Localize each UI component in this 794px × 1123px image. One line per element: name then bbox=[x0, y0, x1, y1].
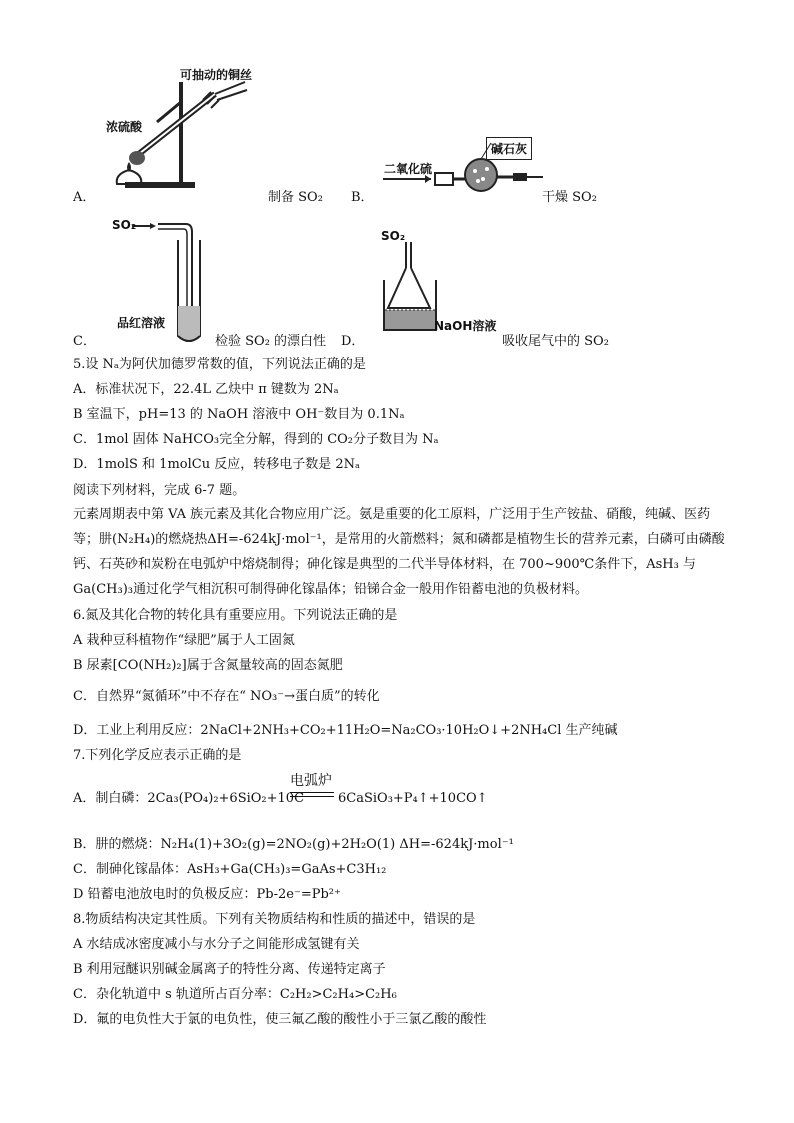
q8-option-b: B 利用冠醚识别碱金属离子的特性分离、传递特定离子 bbox=[73, 962, 386, 977]
q5-stem: 5.设 Nₐ为阿伏加德罗常数的值，下列说法正确的是 bbox=[73, 357, 366, 372]
q7-option-c: C．制砷化镓晶体：AsH₃+Ga(CH₃)₃=GaAs+C3H₁₂ bbox=[73, 862, 387, 877]
option-b-letter: B． bbox=[351, 190, 374, 205]
reading-intro: 阅读下列材料，完成 6-7 题。 bbox=[73, 483, 246, 498]
label-d-so2: SO₂ bbox=[381, 229, 406, 243]
option-c-caption: 检验 SO₂ 的漂白性 bbox=[215, 334, 327, 349]
label-copper-wire: 可抽动的铜丝 bbox=[180, 68, 253, 82]
q6-option-c: C．自然界“氮循环”中不存在“ NO₃⁻→蛋白质”的转化 bbox=[73, 689, 380, 704]
q5-option-c: C．1mol 固体 NaHCO₃完全分解，得到的 CO₂分子数目为 Nₐ bbox=[73, 432, 439, 447]
q6-option-a: A 栽种豆科植物作“绿肥”属于人工固氮 bbox=[73, 633, 295, 648]
option-b-caption: 干燥 SO₂ bbox=[542, 190, 597, 205]
label-c-so2: SO₂ bbox=[112, 218, 137, 232]
option-a-letter: A． bbox=[73, 190, 96, 205]
q7-option-d: D 铅蓄电池放电时的负极反应：Pb-2e⁻=Pb²⁺ bbox=[73, 887, 341, 902]
q7-equals-bar-2 bbox=[290, 796, 334, 797]
q8-option-a: A 水结成冰密度减小与水分子之间能形成氢键有关 bbox=[73, 937, 360, 952]
q5-option-d: D．1molS 和 1molCu 反应，转移电子数是 2Nₐ bbox=[73, 457, 361, 472]
q6-option-d: D．工业上利用反应：2NaCl+2NH₃+CO₂+11H₂O=Na₂CO₃·10H₂O↓+2NH₄Cl 生产纯碱 bbox=[73, 723, 618, 738]
q7-equals-bar bbox=[290, 792, 334, 793]
option-d-caption: 吸收尾气中的 SO₂ bbox=[502, 334, 609, 349]
q5-option-b: B 室温下，pH=13 的 NaOH 溶液中 OH⁻数目为 0.1Nₐ bbox=[73, 407, 405, 422]
q7-option-a-left: A．制白磷：2Ca₃(PO₄)₂+6SiO₂+10C bbox=[73, 791, 305, 806]
q8-stem: 8.物质结构决定其性质。下列有关物质结构和性质的描述中，错误的是 bbox=[73, 912, 476, 927]
label-naoh-solution: NaOH溶液 bbox=[434, 319, 497, 333]
label-conc-sulfuric-acid: 浓硫酸 bbox=[106, 120, 143, 134]
q8-option-d: D．氟的电负性大于氯的电负性，使三氟乙酸的酸性小于三氯乙酸的酸性 bbox=[73, 1012, 487, 1027]
q6-stem: 6.氮及其化合物的转化具有重要应用。下列说法正确的是 bbox=[73, 608, 398, 623]
option-d-letter: D． bbox=[341, 334, 365, 349]
label-magenta-solution: 品红溶液 bbox=[117, 316, 166, 330]
q7-arc-furnace-condition: 电弧炉 bbox=[290, 773, 332, 789]
label-sulfur-dioxide: 二氧化硫 bbox=[384, 162, 433, 176]
reading-passage: 元素周期表中第 VA 族元素及其化合物应用广泛。氨是重要的化工原料，广泛用于生产铵盐、硝酸，纯碱、医药等；肼(N₂H₄)的燃烧热ΔH=-624kJ·mol⁻¹，是常用的火箭燃料；氮和磷都是植物生长的营养元素，白磷可由磷酸钙、石英砂和炭粉在电弧炉中熔烧制得；砷化镓是典型的二代半导体材料，在 700~900℃条件下，AsH₃ 与 Ga(CH₃)₃通过化学气相沉积可制得砷化镓晶体；铅锑合金一般用作铅蓄电池的负极材料。 bbox=[73, 507, 725, 597]
apparatus-d-diagram bbox=[380, 230, 440, 340]
label-soda-lime: 碱石灰 bbox=[486, 137, 532, 160]
q7-option-a-right: 6CaSiO₃+P₄↑+10CO↑ bbox=[338, 791, 488, 806]
q7-option-b: B．肼的燃烧：N₂H₄(1)+3O₂(g)=2NO₂(g)+2H₂O(1) ΔH=-624kJ·mol⁻¹ bbox=[73, 837, 514, 852]
q6-option-b: B 尿素[CO(NH₂)₂]属于含氮量较高的固态氮肥 bbox=[73, 658, 343, 673]
option-a-caption: 制备 SO₂ bbox=[268, 190, 323, 205]
option-c-letter: C． bbox=[73, 334, 96, 349]
q8-option-c: C．杂化轨道中 s 轨道所占百分率：C₂H₂>C₂H₄>C₂H₆ bbox=[73, 987, 397, 1002]
q7-stem: 7.下列化学反应表示正确的是 bbox=[73, 748, 242, 763]
q5-option-a: A．标准状况下，22.4L 乙炔中 π 键数为 2Nₐ bbox=[73, 382, 339, 397]
